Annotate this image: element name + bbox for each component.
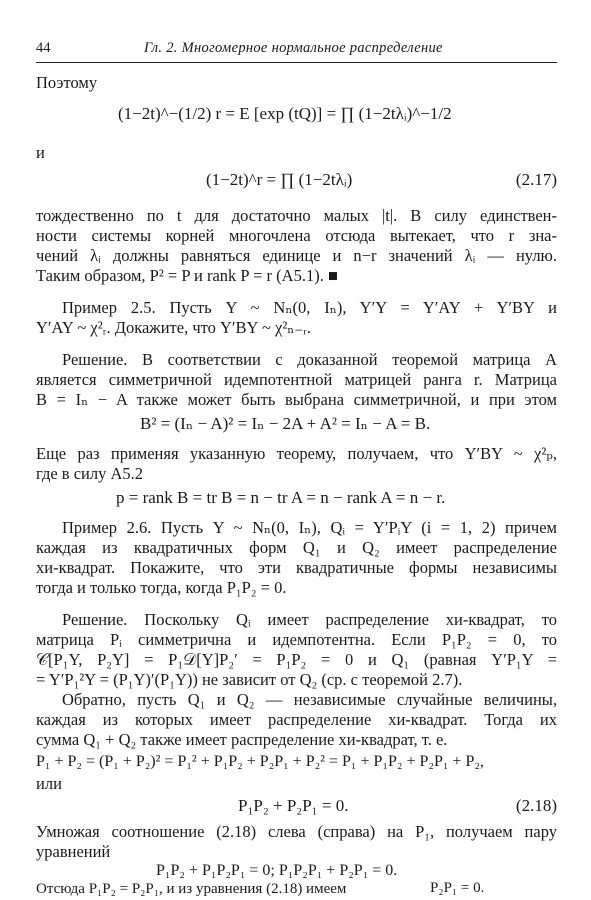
equation-rank: p = rank B = tr B = n − tr A = n − rank A = n − r. xyxy=(116,488,446,507)
text-line: Умножая соотношение (2.18) слева (справа) на P₁, получаем пару xyxy=(36,822,557,841)
text-line: уравнений xyxy=(36,842,111,861)
text-line: тогда и только тогда, когда P₁P₂ = 0. xyxy=(36,578,287,597)
equation-2-17: (1−2t)^r = ∏ (1−2tλᵢ) xyxy=(206,170,353,189)
text-line: Отсюда P₁P₂ = P₂P₁, и из уравнения (2.18) имеем xyxy=(36,881,347,897)
text-line: чений λᵢ должны равняться единице и n−r значений λᵢ — нулю. xyxy=(36,246,557,265)
solution-text: Решение. Поскольку Qᵢ имеет распределение хи-квадрат, то xyxy=(62,610,557,629)
text-line: Y′AY ~ χ²ᵣ. Докажите, что Y′BY ~ χ²ₙ₋ᵣ. xyxy=(36,318,312,337)
text-line: тождественно по t для достаточно малых |t|. В силу единствен- xyxy=(36,206,557,225)
equation-expectation: (1−2t)^−(1/2) r = E [exp (tQ)] = ∏ (1−2tλᵢ)^−1/2 xyxy=(118,104,452,123)
page-number: 44 xyxy=(36,40,51,56)
equation-final: P₂P₁ = 0. xyxy=(430,880,485,896)
example-2-6-heading: Пример 2.6. Пусть Y ~ Nₙ(0, Iₙ), Qᵢ = Y′PᵢY (i = 1, 2) причем xyxy=(62,518,557,537)
text-line: Еще раз применяя указанную теорему, получаем, что Y′BY ~ χ²ₚ, xyxy=(36,444,557,463)
page-header xyxy=(36,40,557,60)
text-line: сумма Q₁ + Q₂ также имеет распределение хи-квадрат, т. е. xyxy=(36,730,448,749)
text-line: каждая из квадратичных форм Q₁ и Q₂ имеет распределение xyxy=(36,538,557,557)
text-line: и xyxy=(36,143,45,162)
text-line: или xyxy=(36,774,62,793)
header-rule xyxy=(36,62,557,63)
text-line: Обратно, пусть Q₁ и Q₂ — независимые случайные величины, xyxy=(62,690,557,709)
running-head: Гл. 2. Многомерное нормальное распределение xyxy=(144,40,443,56)
solution-text: Решение. В соответствии с доказанной теоремой матрица A xyxy=(62,350,557,369)
text-line: где в силу A5.2 xyxy=(36,464,144,483)
equation-number-2-18: (2.18) xyxy=(515,796,557,815)
example-2-5-heading: Пример 2.5. Пусть Y ~ Nₙ(0, Iₙ), Y′Y = Y′AY + Y′BY и xyxy=(62,298,557,317)
text-line: ности системы корней многочлена отсюда вытекает, что r зна- xyxy=(36,226,557,245)
equation-pair: P₁P₂ + P₁P₂P₁ = 0; P₁P₂P₁ + P₂P₁ = 0. xyxy=(156,862,398,879)
text-line: является симметричной идемпотентной матрицей ранга r. Матрица xyxy=(36,370,557,389)
text-line: хи-квадрат. Покажите, что эти квадратичные формы независимы xyxy=(36,558,557,577)
text-line: 𝒞[P₁Y, P₂Y] = P₁𝒟[Y]P₂′ = P₁P₂ = 0 и Q₁ (равная Y′P₁Y = xyxy=(36,650,557,669)
equation-2-18: P₁P₂ + P₂P₁ = 0. xyxy=(238,796,349,815)
equation-sum: P₁ + P₂ = (P₁ + P₂)² = P₁² + P₁P₂ + P₂P₁ + P₂² = P₁ + P₁P₂ + P₂P₁ + P₂, xyxy=(36,753,484,770)
text-line: = Y′P₁²Y = (P₁Y)′(P₁Y)) не зависит от Q₂ (ср. с теоремой 2.7). xyxy=(36,670,463,689)
equation-number-2-17: (2.17) xyxy=(515,170,557,189)
text-line: Таким образом, P² = P и rank P = r (A5.1). ■ xyxy=(36,266,338,285)
equation-b-squared: B² = (Iₙ − A)² = Iₙ − 2A + A² = Iₙ − A = B. xyxy=(140,414,431,433)
text-line: матрица Pᵢ симметрична и идемпотентна. Если P₁P₂ = 0, то xyxy=(36,630,557,649)
text-line: Поэтому xyxy=(36,73,98,92)
text-line: каждая из которых имеет распределение хи-квадрат. Тогда их xyxy=(36,710,557,729)
text-line: B = Iₙ − A также может быть выбрана симметричной, и при этом xyxy=(36,390,557,409)
